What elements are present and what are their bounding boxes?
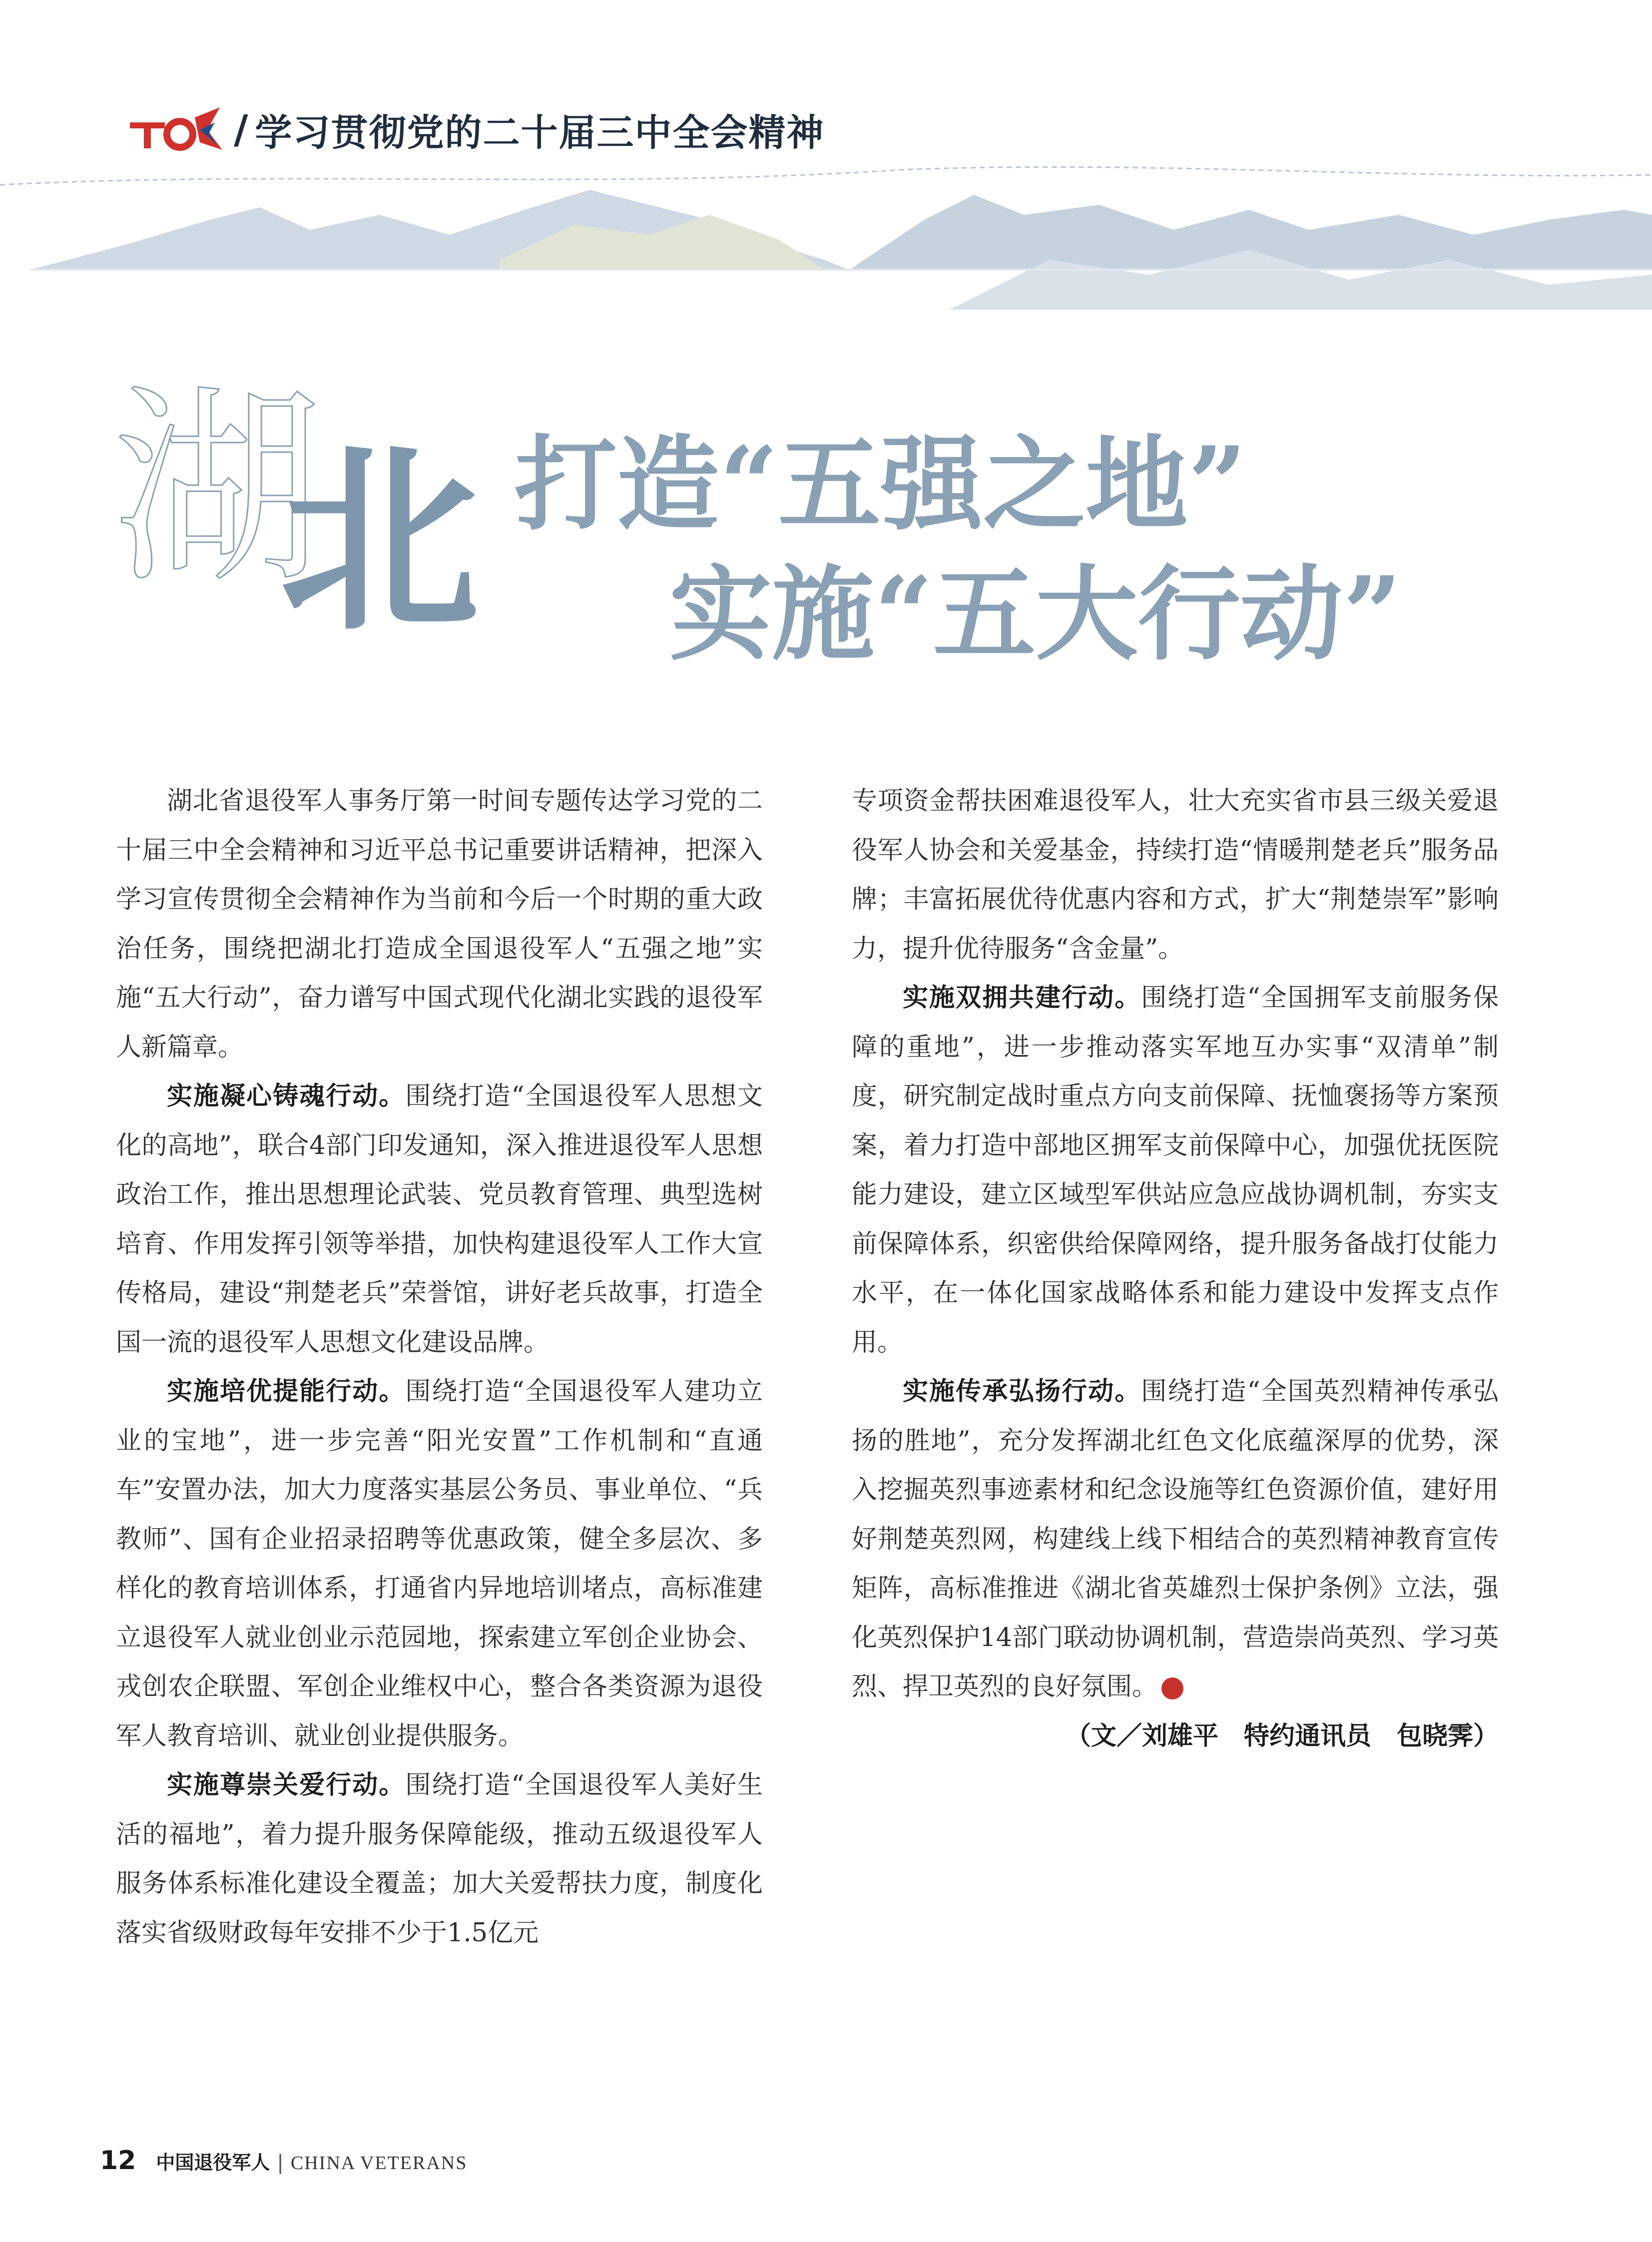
paragraph-body: 围绕打造“全国拥军支前服务保障的重地”，进一步推动落实军地互办实事“双清单”制度，研究制定战时重点方向支前保障、抚恤褒扬等方案预案，着力打造中部地区拥军支前保障中心，加强优抚医院能力建设，建立区域型军供站应急应战协调机制，夯实支前保障体系，织密供给保障网络，提升服务备战打仗能力水平，在一体化国家战略体系和能力建设中发挥支点作用。 [852, 983, 1499, 1357]
paragraph-lead: 实施培优提能行动。 [167, 1377, 406, 1406]
article-paragraph [852, 1367, 1499, 1712]
article-intro: 湖北省退役军人事务厅第一时间专题传达学习党的二十届三中全会精神和习近平总书记重要讲话精神，把深入学习宣传贯彻全会精神作为当前和今后一个时期的重大政治任务，围绕把湖北打造成全国退役军人“五强之地”实施“五大行动”，奋力谱写中国式现代化湖北实践的退役军人新篇章。 [116, 786, 763, 1062]
article-column-right [852, 777, 1499, 1761]
paragraph-body: 围绕打造“全国退役军人思想文化的高地”，联合4部门印发通知，深入推进退役军人思想政治工作，推出思想理论武装、党员教育管理、典型选树培育、作用发挥引领等举措，加快构建退役军人工作大宣传格局，建设“荆楚老兵”荣誉馆，讲好老兵故事，打造全国一流的退役军人思想文化建设品牌。 [116, 1082, 763, 1357]
article-paragraph [852, 974, 1499, 1367]
mountain-landscape-decoration [0, 160, 1652, 320]
footer-separator: | [277, 2151, 284, 2174]
paragraph-lead: 实施尊崇关爱行动。 [167, 1770, 406, 1800]
header-separator: / [234, 107, 248, 152]
magazine-name-cn: 中国退役军人 [156, 2152, 270, 2174]
page-footer [100, 2146, 467, 2176]
article-byline: （文／刘雄平 特约通讯员 包晓霁） [1065, 1721, 1499, 1751]
paragraph-body: 围绕打造“全国英烈精神传承弘扬的胜地”，充分发挥湖北红色文化底蕴深厚的优势，深入挖掘英烈事迹素材和纪念设施等红色资源价值，建好用好荆楚英烈网，构建线上线下相结合的英烈精神教育宣传矩阵，高标准推进《湖北省英雄烈士保护条例》立法，强化英烈保护14部门联动协调机制，营造崇尚英烈、学习英烈、捍卫英烈的良好氛围。 [852, 1377, 1499, 1701]
magazine-logo-icon [125, 102, 225, 157]
article-end-mark-icon: V [1161, 1678, 1183, 1699]
article-column-left [116, 777, 763, 1958]
magazine-name-en: CHINA VETERANS [290, 2153, 468, 2174]
article-paragraph [116, 1761, 763, 1958]
paragraph-body: 围绕打造“全国退役军人美好生活的福地”，着力提升服务保障能级，推动五级退役军人服务体系标准化建设全覆盖；加大关爱帮扶力度，制度化落实省级财政每年安排不少于1.5亿元 [116, 1770, 763, 1948]
article-paragraph [116, 1072, 763, 1367]
title-outline-character: 湖 [112, 367, 322, 611]
section-title: 学习贯彻党的二十届三中全会精神 [255, 111, 825, 154]
paragraph-lead: 实施双拥共建行动。 [903, 983, 1141, 1013]
title-solid-character: 北 [280, 426, 480, 658]
article-paragraph-continued: 专项资金帮扶困难退役军人，壮大充实省市县三级关爱退役军人协会和关爱基金，持续打造“情暖荆楚老兵”服务品牌；丰富拓展优待优惠内容和方式，扩大“荆楚崇军”影响力，提升优待服务“含金量”。 [852, 786, 1499, 964]
paragraph-lead: 实施传承弘扬行动。 [903, 1377, 1141, 1406]
section-header [125, 102, 825, 157]
paragraph-lead: 实施凝心铸魂行动。 [167, 1082, 406, 1111]
paragraph-body: 围绕打造“全国退役军人建功立业的宝地”，进一步完善“阳光安置”工作机制和“直通车”安置办法，加大力度落实基层公务员、事业单位、“兵教师”、国有企业招录招聘等优惠政策，健全多层次、多样化的教育培训体系，打通省内异地培训堵点，高标准建立退役军人就业创业示范园地，探索建立军创企业协会、戎创农企联盟、军创企业维权中心，整合各类资源为退役军人教育培训、就业创业提供服务。 [116, 1377, 763, 1751]
headline-line-1: 打造“五强之地” [515, 425, 1247, 545]
article-paragraph [116, 1367, 763, 1761]
headline-line-2: 实施“五大行动” [669, 555, 1402, 674]
page-number: 12 [100, 2146, 136, 2176]
